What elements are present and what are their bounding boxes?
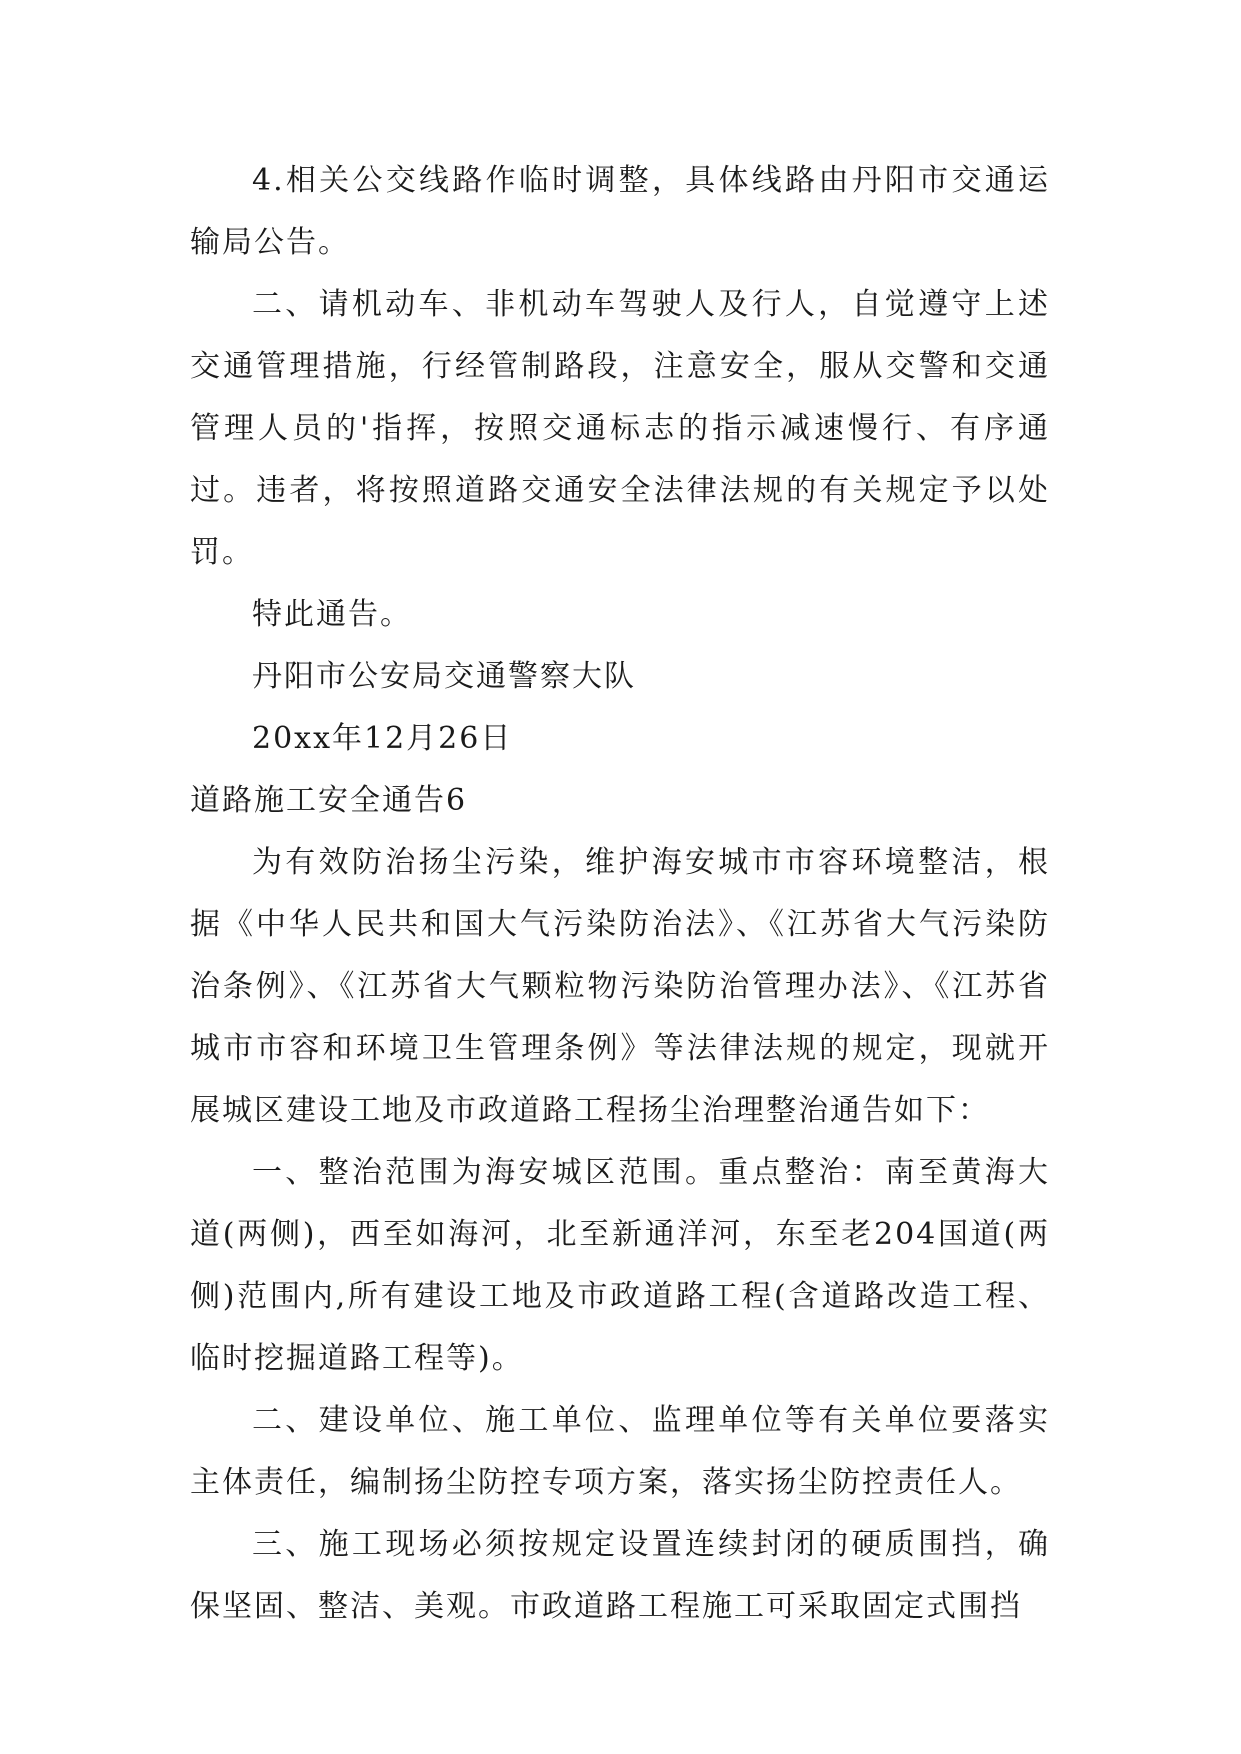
paragraph-responsibility: 二、建设单位、施工单位、监理单位等有关单位要落实主体责任，编制扬尘防控专项方案，落实扬尘防控责任人。 <box>190 1403 1050 1500</box>
paragraph-traffic-rules: 二、请机动车、非机动车驾驶人及行人，自觉遵守上述交通管理措施，行经管制路段，注意安全，服从交警和交通管理人员的'指挥，按照交通标志的指示减速慢行、有序通过。违者，将按照道路交通安全法律法规的有关规定予以处罚。 <box>190 287 1050 570</box>
paragraph-intro: 为有效防治扬尘污染，维护海安城市市容环境整洁，根据《中华人民共和国大气污染防治法》、《江苏省大气污染防治条例》、《江苏省大气颗粒物污染防治管理办法》、《江苏省城市市容和环境卫生管理条例》等法律法规的规定，现就开展城区建设工地及市政道路工程扬尘治理整治通告如下： <box>190 845 1050 1128</box>
paragraph-bus-adjustment: 4.相关公交线路作临时调整，具体线路由丹阳市交通运输局公告。 <box>190 163 1050 260</box>
issue-date: 20xx年12月26日 <box>252 721 513 756</box>
paragraph-scope: 一、整治范围为海安城区范围。重点整治：南至黄海大道(两侧)，西至如海河，北至新通洋河，东至老204国道(两侧)范围内,所有建设工地及市政道路工程(含道路改造工程、临时挖掘道路工程等)。 <box>190 1155 1050 1376</box>
notice-closing: 特此通告。 <box>252 597 412 632</box>
paragraph-enclosure: 三、施工现场必须按规定设置连续封闭的硬质围挡，确保坚固、整洁、美观。市政道路工程施工可采取固定式围挡 <box>190 1527 1050 1624</box>
section-title: 道路施工安全通告6 <box>190 783 468 818</box>
issuer-name: 丹阳市公安局交通警察大队 <box>252 659 636 694</box>
document-body <box>190 150 1050 1638</box>
